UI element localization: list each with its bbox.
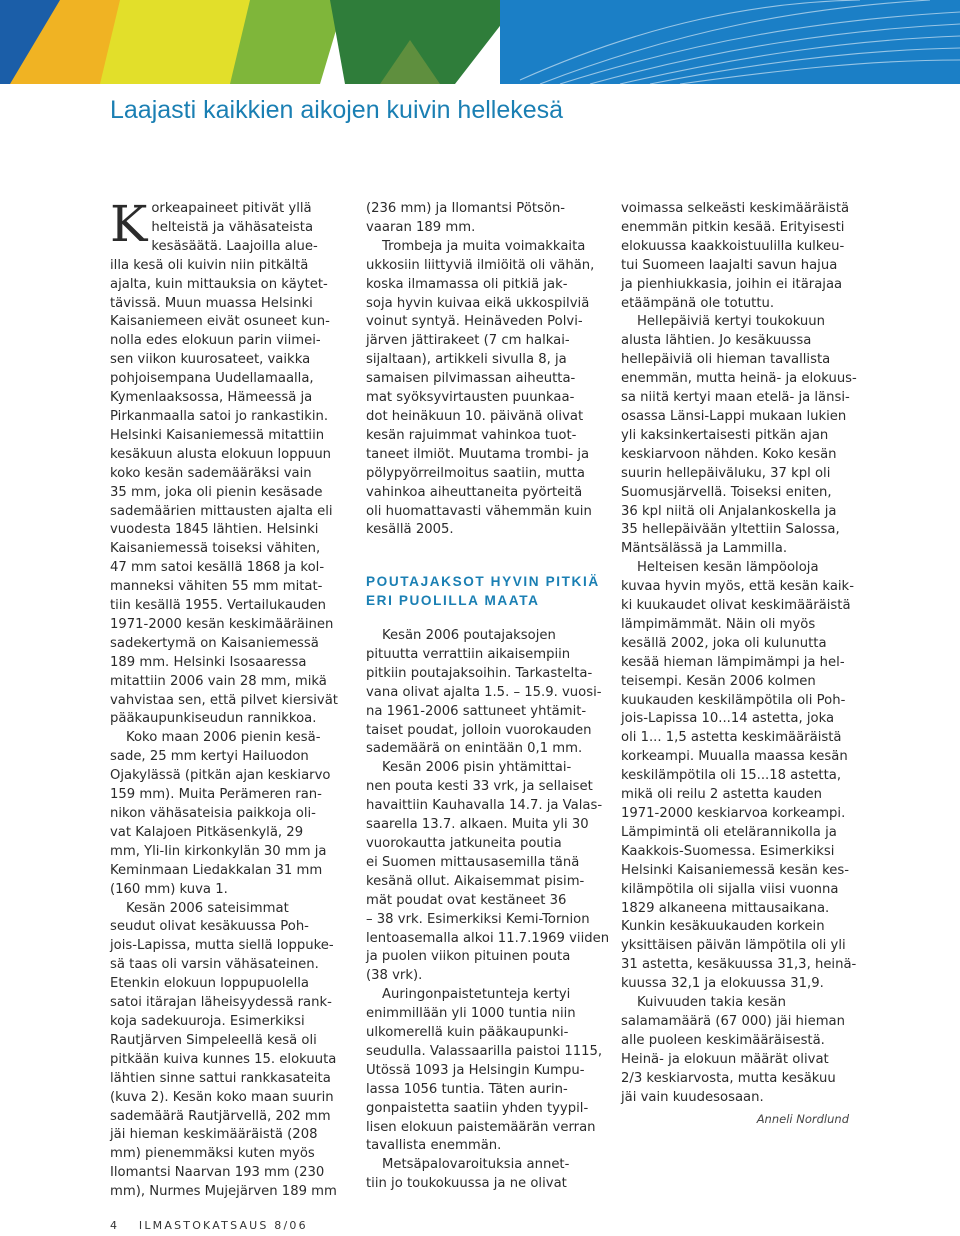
- text-line: Utössä 1093 ja Helsingin Kumpu-: [366, 1062, 585, 1078]
- text-line: Helsinki Kaisaniemessä mitattiin: [110, 427, 325, 443]
- text-line: 2/3 keskiarvosta, mutta kesäkuu: [621, 1070, 836, 1086]
- text-line: Rautjärven Simpeleellä kesä oli: [110, 1032, 317, 1048]
- text-line: tiin jo toukokuussa ja ne olivat: [366, 1176, 567, 1192]
- text-line: ulkomerellä kuin pääkaupunki-: [366, 1025, 569, 1041]
- text-line: pölypyörreilmoitus saatiin, mutta: [366, 465, 585, 481]
- text-line: kesänä ollut. Aikaisemmat pisim-: [366, 873, 585, 889]
- text-line: vana olivat ajalta 1.5. – 15.9. vuosi-: [366, 684, 602, 700]
- text-line: taneet ilmiöt. Muutama trombi- ja: [366, 446, 590, 462]
- text-line: sä taas oli varsin vähäsateinen.: [110, 957, 319, 973]
- text-line: – 38 vrk. Esimerkiksi Kemi-Tornion: [366, 911, 590, 927]
- text-line: kesää hieman lämpimämpi ja hel-: [621, 654, 845, 670]
- text-line: Etenkin elokuun loppupuolella: [110, 976, 309, 992]
- text-line: koko kesän sademääräksi vain: [110, 465, 312, 481]
- column-2-text-b: [366, 627, 610, 1194]
- text-line: Kaisaniemeen eivät osuneet kun-: [110, 314, 330, 330]
- text-line: ukkosiin liittyviä ilmiöitä oli vähän,: [366, 257, 595, 273]
- text-line: ja pienhiukkasia, joihin ei itärajaa: [621, 276, 843, 292]
- column-3-text: [621, 200, 857, 1108]
- text-line: vahvistaa sen, että pilvet kiersivät: [110, 692, 338, 708]
- text-line: nikon vähäsateisia paikkoja oli-: [110, 806, 316, 821]
- text-line: sademäärä Rautjärvellä, 202 mm: [110, 1108, 331, 1124]
- text-line: pitkiin poutajaksoihin. Tarkasteltа-: [366, 665, 593, 681]
- text-line: na 1961-2006 sattuneet yhtämit-: [366, 703, 587, 719]
- text-line: Metsäpalovaroituksia annet-: [382, 1157, 570, 1173]
- text-line: oli 1... 1,5 astetta keskimääräistä: [621, 730, 842, 746]
- text-line: Kaakkois-Suomessa. Esimerkiksi: [621, 843, 835, 859]
- text-line: pitkään kuiva kunnes 15. elokuuta: [110, 1051, 337, 1067]
- text-line: mikä oli reilu 2 astetta kauden: [621, 787, 823, 803]
- text-line: 47 mm satoi kesällä 1868 ja kol-: [110, 560, 325, 576]
- text-line: kuukauden keskilämpötila oli Poh-: [621, 692, 846, 708]
- text-line: kesän rajuimmat vahinkoa tuot-: [366, 427, 577, 443]
- text-line: korkeampi. Muualla maassa kesän: [621, 749, 848, 765]
- text-line: Kunkin kesäkuukauden korkein: [621, 919, 825, 935]
- text-line: yli kaksinkertaisesti pitkän ajan: [621, 427, 829, 443]
- text-line: saarella 13.7. alkaen. Muita yli 30: [366, 817, 589, 833]
- drop-cap-line: helteistä ja vähäsateista: [151, 219, 314, 235]
- text-line: seudulla. Valassaarilla paistoi 1115,: [366, 1043, 603, 1059]
- text-line: Helteisen kesän lämpöoloja: [637, 560, 819, 576]
- text-line: ei Suomen mittausasemilla tänä: [366, 854, 580, 870]
- text-line: ajalta, kuin mittauksia on käytet-: [110, 276, 328, 292]
- text-line: keskilämpötila oli 15...18 astetta,: [621, 768, 842, 784]
- text-line: soja hyvin kuivaa eikä ukkospilviä: [366, 295, 590, 311]
- page-footer: [110, 1219, 322, 1232]
- text-line: Kesän 2006 pisin yhtämittai-: [382, 760, 572, 776]
- text-line: manneksi vähiten 55 mm mitat-: [110, 579, 323, 595]
- text-line: jäi vain kuudesosaan.: [621, 1089, 764, 1105]
- text-line: suurin hellepäiväluku, 37 kpl oli: [621, 465, 831, 481]
- column-1-text: [110, 257, 342, 1202]
- text-line: voimassa selkeästi keskimääräistä: [621, 201, 850, 216]
- text-line: voinut syntyä. Heinäveden Polvi-: [366, 314, 583, 330]
- text-line: kilämpötila oli sijalla viisi vuonna: [621, 881, 839, 897]
- text-line: nolla edes elokuun parin viimei-: [110, 333, 321, 349]
- text-line: kuvaa hyvin myös, että kesän kaik-: [621, 579, 854, 595]
- text-line: teisempi. Kesän 2006 kolmen: [621, 673, 816, 689]
- page-number: 4: [110, 1219, 120, 1232]
- text-line: Kuivuuden takia kesän: [637, 995, 786, 1011]
- section-heading-line: ERI PUOLILLA MAATA: [366, 593, 540, 609]
- text-line: salamamäärä (67 000) jäi hieman: [621, 1013, 845, 1029]
- text-line: pituutta verrattiin aikaisempiin: [366, 646, 571, 662]
- text-line: pohjoisempana Uudellamaalla,: [110, 371, 314, 387]
- text-line: 1971-2000 keskiarvoa korkeampi.: [621, 806, 846, 821]
- text-line: Keminmaan Liedakkalan 31 mm: [110, 862, 323, 878]
- text-line: jois-Lapissa, mutta siellä loppuke-: [110, 938, 334, 954]
- text-line: Mäntsälässä ja Lammilla.: [621, 541, 788, 557]
- text-line: Ojakylässä (pitkän ajan keskiarvo: [110, 768, 331, 784]
- text-line: (kuva 2). Kesän koko maan suurin: [110, 1089, 334, 1105]
- header-banner: [0, 0, 960, 84]
- text-line: (236 mm) ja Ilomantsi Pötsön-: [366, 201, 566, 216]
- text-line: lähtien sinne sattui rankkasateita: [110, 1070, 331, 1086]
- text-line: mitattiin 2006 vain 28 mm, mikä: [110, 673, 327, 689]
- text-line: osassa Länsi-Lappi mukaan lukien: [621, 408, 847, 424]
- text-line: Auringonpaistetunteja kertyi: [382, 987, 571, 1003]
- text-line: ki kuukaudet olivat keskimääräistä: [621, 598, 851, 614]
- text-line: Kymenlaaksossa, Hämeessä ja: [110, 390, 313, 406]
- drop-cap-line: kesäsäätä. Laajoilla alue-: [151, 238, 318, 254]
- text-line: dot heinäkuun 10. päivänä olivat: [366, 408, 584, 424]
- text-line: lassa 1056 tuntia. Täten aurin-: [366, 1081, 568, 1097]
- text-line: enemmän pitkin kesää. Erityisesti: [621, 219, 845, 235]
- text-line: satoi itärajan läheisyydessä rank-: [110, 995, 332, 1011]
- text-line: tävissä. Muun muassa Helsinki: [110, 295, 313, 311]
- text-line: etäämpänä ole totuttu.: [621, 295, 775, 311]
- text-line: havaittiin Kauhavalla 14.7. ja Valas-: [366, 798, 603, 814]
- text-line: lämpimämmät. Näin oli myös: [621, 616, 816, 632]
- text-line: tui Suomeen laajalti savun hajua: [621, 257, 838, 273]
- publication-name: ILMASTOKATSAUS 8/06: [138, 1219, 308, 1232]
- text-line: enimmillään yli 1000 tuntia niin: [366, 1006, 576, 1022]
- text-line: enemmän, mutta heinä- ja elokuus-: [621, 371, 857, 387]
- text-line: 189 mm. Helsinki Isosaaressa: [110, 654, 307, 670]
- text-line: sa niitä kertyi maan etelä- ja länsi-: [621, 390, 850, 406]
- text-line: jois-Lapissa 10...14 astetta, joka: [621, 711, 835, 727]
- text-line: kesällä 2005.: [366, 522, 454, 538]
- text-line: mm, Yli-Iin kirkonkylän 30 mm ja: [110, 843, 327, 859]
- text-line: alusta lähtien. Jo kesäkuussa: [621, 333, 812, 349]
- text-line: mm), Nurmes Mujejärven 189 mm: [110, 1184, 337, 1200]
- text-line: (160 mm) kuva 1.: [110, 881, 228, 897]
- text-line: sademäärä on enintään 0,1 mm.: [366, 741, 583, 757]
- column-3: [621, 200, 857, 1128]
- text-line: Kesän 2006 poutajaksojen: [382, 628, 556, 644]
- text-line: samaisen pilvimassan aiheutta-: [366, 371, 576, 387]
- text-line: järven jättirakeet (7 cm halkai-: [366, 333, 570, 349]
- text-line: Ilomantsi Naarvan 193 mm (230: [110, 1165, 325, 1181]
- column-2-text-a: [366, 200, 598, 540]
- text-line: Pirkanmaalla satoi jo rankastikin.: [110, 408, 329, 424]
- text-line: vahinkoa aiheuttaneita pyörteitä: [366, 484, 583, 500]
- text-line: Koko maan 2006 pienin kesä-: [126, 730, 321, 746]
- section-heading-line: POUTAJAKSOT HYVIN PITKIÄ: [366, 574, 600, 590]
- text-line: kesäkuun alusta elokuun loppuun: [110, 446, 332, 462]
- text-line: 35 mm, joka oli pienin kesäsade: [110, 484, 323, 500]
- text-line: Hellepäiviä kertyi toukokuun: [637, 314, 825, 330]
- text-line: lentoasemalla alkoi 11.7.1969 viiden: [366, 930, 610, 946]
- text-line: mm) pienemmäksi kuten myös: [110, 1146, 315, 1162]
- text-line: 36 kpl niitä oli Anjalankoskella ja: [621, 503, 837, 519]
- text-line: pääkaupunkiseudun rannikkoa.: [110, 711, 317, 727]
- text-line: gonpaistetta saatiin yhden tyypil-: [366, 1100, 589, 1116]
- text-line: Kesän 2006 sateisimmat: [126, 900, 289, 916]
- text-line: Trombeja ja muita voimakkaita: [382, 238, 586, 254]
- drop-cap: K: [110, 195, 148, 253]
- text-line: Lämpimintä oli etelärannikolla ja: [621, 824, 837, 840]
- text-line: sade, 25 mm kertyi Hailuodon: [110, 749, 309, 765]
- column-1: [110, 195, 342, 1202]
- text-line: sijaltaan), artikkeli sivulla 8, ja: [366, 352, 567, 368]
- text-line: hellepäiviä oli hieman tavallista: [621, 352, 831, 368]
- text-line: 31 astetta, kesäkuussa 31,3, heinä-: [621, 957, 857, 973]
- text-line: keskiarvoon nähden. Koko kesän: [621, 446, 837, 462]
- text-line: nen pouta kesti 33 vrk, ja sellaiset: [366, 779, 593, 795]
- text-line: koska ilmamassa oli pitkiä jak-: [366, 276, 568, 292]
- text-line: ja puolen viikon pituinen pouta: [366, 949, 571, 965]
- page-title: Laajasti kaikkien aikojen kuivin hellekesä: [110, 96, 564, 124]
- text-line: vaaran 189 mm.: [366, 219, 476, 235]
- text-line: mat syöksyvirtausten puunkaa-: [366, 390, 575, 406]
- text-line: alle puoleen keskimääräisestä.: [621, 1032, 825, 1048]
- text-line: oli huomattavasti vähemmän kuin: [366, 503, 592, 519]
- text-line: lisen elokuun paistemäärän verran: [366, 1119, 596, 1135]
- text-line: (38 vrk).: [366, 968, 423, 984]
- text-line: Suomusjärvellä. Toiseksi eniten,: [621, 484, 832, 500]
- text-line: 1971-2000 kesän keskimääräinen: [110, 616, 334, 632]
- text-line: koja sadekuuroja. Esimerkiksi: [110, 1013, 305, 1029]
- column-2: [366, 200, 610, 1194]
- text-line: tavallista enemmän.: [366, 1138, 502, 1154]
- author-signature: Anneli Nordlund: [756, 1111, 849, 1126]
- text-line: illa kesä oli kuivin niin pitkältä: [110, 257, 309, 273]
- text-line: vat Kalajoen Pitkäsenkylä, 29: [110, 824, 304, 840]
- text-line: mät poudat ovat kestäneet 36: [366, 892, 567, 908]
- text-line: jäi hieman keskimääräistä (208: [110, 1127, 318, 1143]
- text-line: sadekertymä on Kaisaniemessä: [110, 635, 319, 651]
- text-line: Heinä- ja elokuun määrät olivat: [621, 1051, 829, 1067]
- text-line: kuussa 32,1 ja elokuussa 31,9.: [621, 976, 824, 992]
- text-line: vuorokautta jatkuneita poutia: [366, 835, 562, 851]
- text-line: vuodesta 1845 lähtien. Helsinki: [110, 522, 319, 538]
- text-line: sademäärien mittausten ajalta eli: [110, 503, 333, 519]
- text-line: Kaisaniemessä toiseksi vähiten,: [110, 541, 321, 557]
- text-line: seudut olivat kesäkuussa Poh-: [110, 919, 309, 935]
- text-line: 1829 alkaneena mittausaikana.: [621, 900, 830, 916]
- text-line: 35 hellepäivään yltettiin Salossa,: [621, 522, 840, 538]
- text-line: kesällä 2002, joka oli kulunutta: [621, 635, 827, 651]
- text-line: yksittäisen päivän lämpötila oli yli: [621, 938, 846, 954]
- text-line: 159 mm). Muita Perämeren ran-: [110, 787, 322, 803]
- text-line: taiset poudat, jolloin vuorokauden: [366, 722, 592, 738]
- drop-cap-line: orkeapaineet pitivät yllä: [151, 201, 312, 216]
- text-line: Helsinki Kaisaniemessä kesän kes-: [621, 862, 849, 878]
- text-line: sen viikon kuurosateet, vaikka: [110, 352, 311, 368]
- text-line: elokuussa kaakkoistuulilla kulkeu-: [621, 238, 845, 254]
- text-line: tiin kesällä 1955. Vertailukauden: [110, 598, 326, 614]
